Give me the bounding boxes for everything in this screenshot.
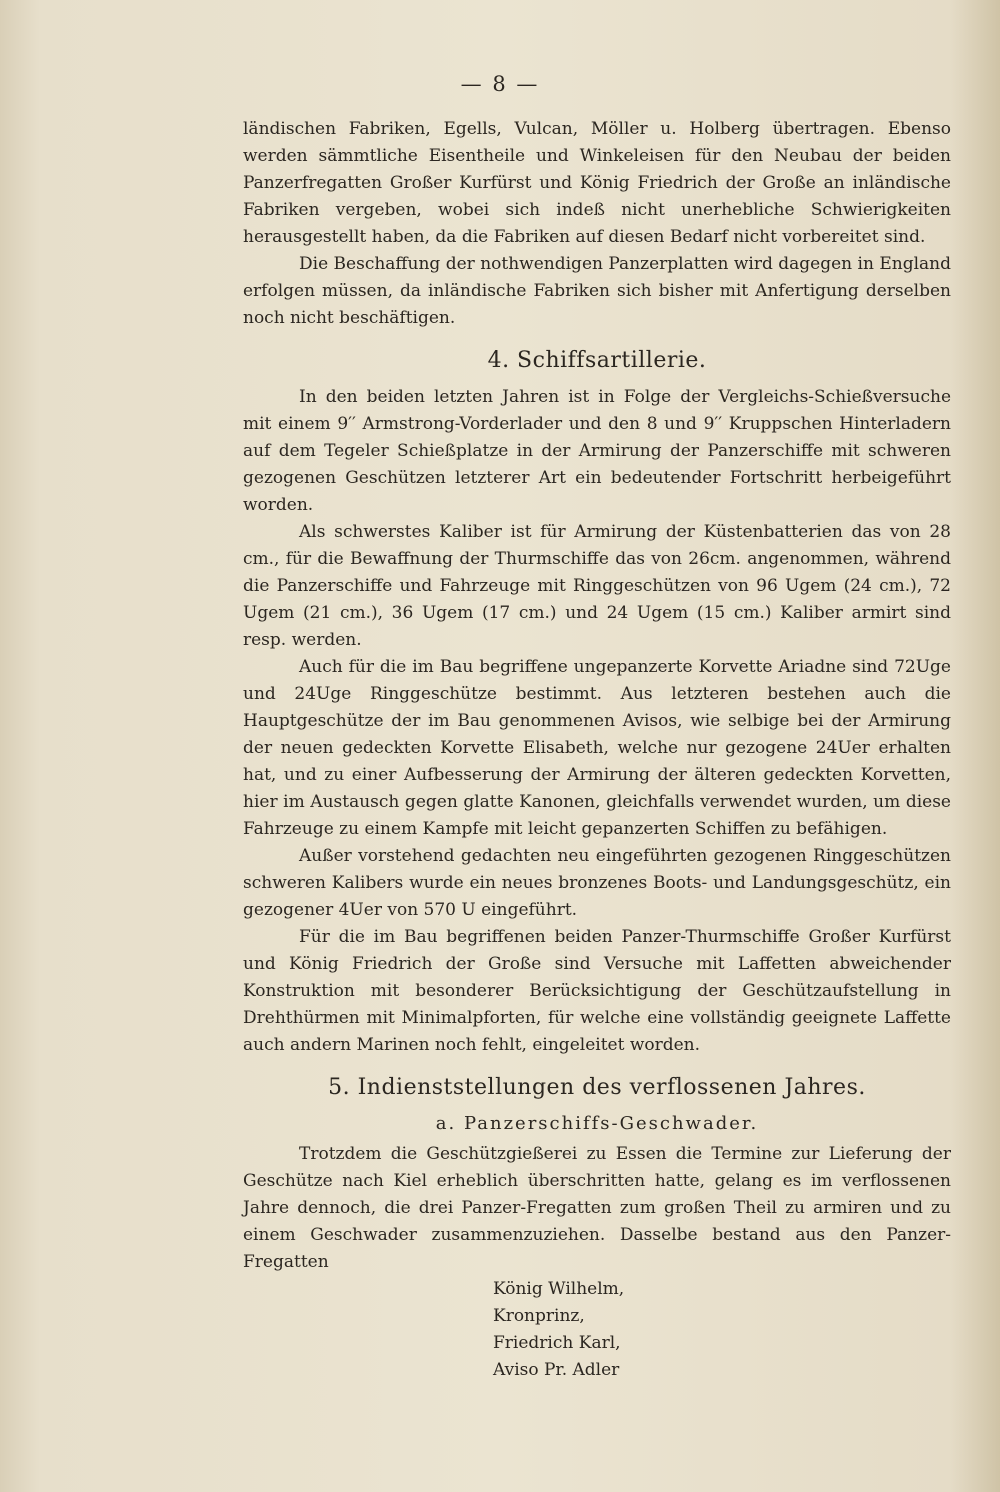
paragraph: Außer vorstehend gedachten neu eingeführten gezogenen Ringgeschützen schweren Kalibers wurde ein neues bronzenes Boots- und Landungsgeschütz, ein gezogener 4Uer von 570 U eingeführt.: [243, 846, 951, 920]
paragraph: ländischen Fabriken, Egells, Vulcan, Möller u. Holberg übertragen. Ebenso werden sämmtliche Eisentheile und Winkeleisen für den Neubau der beiden Panzerfregatten Großer Kurfürst und König Friedrich der Große an inländische Fabriken vergeben, wobei sich indeß nicht unerhebliche Schwierigkeiten herausgestellt haben, da die Fabriken auf diesen Bedarf nicht vorbereitet sind.: [243, 119, 951, 247]
ship-list-item: Friedrich Karl,: [493, 1333, 621, 1353]
ship-list-item: Aviso Pr. Adler: [493, 1360, 620, 1380]
ship-list-item: Kronprinz,: [493, 1306, 585, 1326]
ship-list: [493, 1276, 951, 1384]
paragraph: Als schwerstes Kaliber ist für Armirung der Küstenbatterien das von 28 cm., für die Bewaffnung der Thurmschiffe das von 26cm. angenommen, während die Panzerschiffe und Fahrzeuge mit Ringgeschützen von 96 Ugem (24 cm.), 72 Ugem (21 cm.), 36 Ugem (17 cm.) und 24 Ugem (15 cm.) Kaliber armirt sind resp. werden.: [243, 522, 951, 650]
paragraph: Trotzdem die Geschützgießerei zu Essen die Termine zur Lieferung der Geschütze nach Kiel erheblich überschritten hatte, gelang es im verflossenen Jahre dennoch, die drei Panzer-Fregatten zum großen Theil zu armiren und zu einem Geschwader zusammenzuziehen. Dasselbe bestand aus den Panzer-Fregatten: [243, 1144, 951, 1272]
paragraph: Die Beschaffung der nothwendigen Panzerplatten wird dagegen in England erfolgen müssen, da inländische Fabriken sich bisher mit Anfertigung derselben noch nicht beschäftigen.: [243, 254, 951, 328]
ship-list-item: König Wilhelm,: [493, 1279, 625, 1299]
body-text: [243, 116, 951, 1384]
page-number: — 8 —: [460, 72, 540, 96]
subsection-heading: a. Panzerschiffs-Geschwader.: [435, 1113, 759, 1134]
paragraph: In den beiden letzten Jahren ist in Folge der Vergleichs-Schießversuche mit einem 9′′ Armstrong-Vorderlader und den 8 und 9′′ Kruppschen Hinterladern auf dem Tegeler Schießplatze in der Armirung der Panzerschiffe mit schweren gezogenen Geschützen letzterer Art ein bedeutender Fortschritt herbeigeführt worden.: [243, 387, 951, 515]
section-heading: 4. Schiffsartillerie.: [487, 348, 707, 373]
paragraph: Auch für die im Bau begriffene ungepanzerte Korvette Ariadne sind 72Uge und 24Uge Ringgeschütze bestimmt. Aus letzteren bestehen auch die Hauptgeschütze der im Bau genommenen Avisos, wie selbige bei der Armirung der neuen gedeckten Korvette Elisabeth, welche nur gezogene 24Uer erhalten hat, und zu einer Aufbesserung der Armirung der älteren gedeckten Korvetten, hier im Austausch gegen glatte Kanonen, gleichfalls verwendet wurden, um diese Fahrzeuge zu einem Kampfe mit leicht gepanzerten Schiffen zu befähigen.: [243, 657, 951, 839]
section-heading: 5. Indienststellungen des verflossenen Jahres.: [328, 1075, 866, 1100]
paragraph: Für die im Bau begriffenen beiden Panzer-Thurmschiffe Großer Kurfürst und König Friedrich der Große sind Versuche mit Laffetten abweichender Konstruktion mit besonderer Berücksichtigung der Geschützaufstellung in Drehthürmen mit Minimalpforten, für welche eine vollständig geeignete Laffette auch andern Marinen noch fehlt, eingeleitet worden.: [243, 927, 951, 1055]
